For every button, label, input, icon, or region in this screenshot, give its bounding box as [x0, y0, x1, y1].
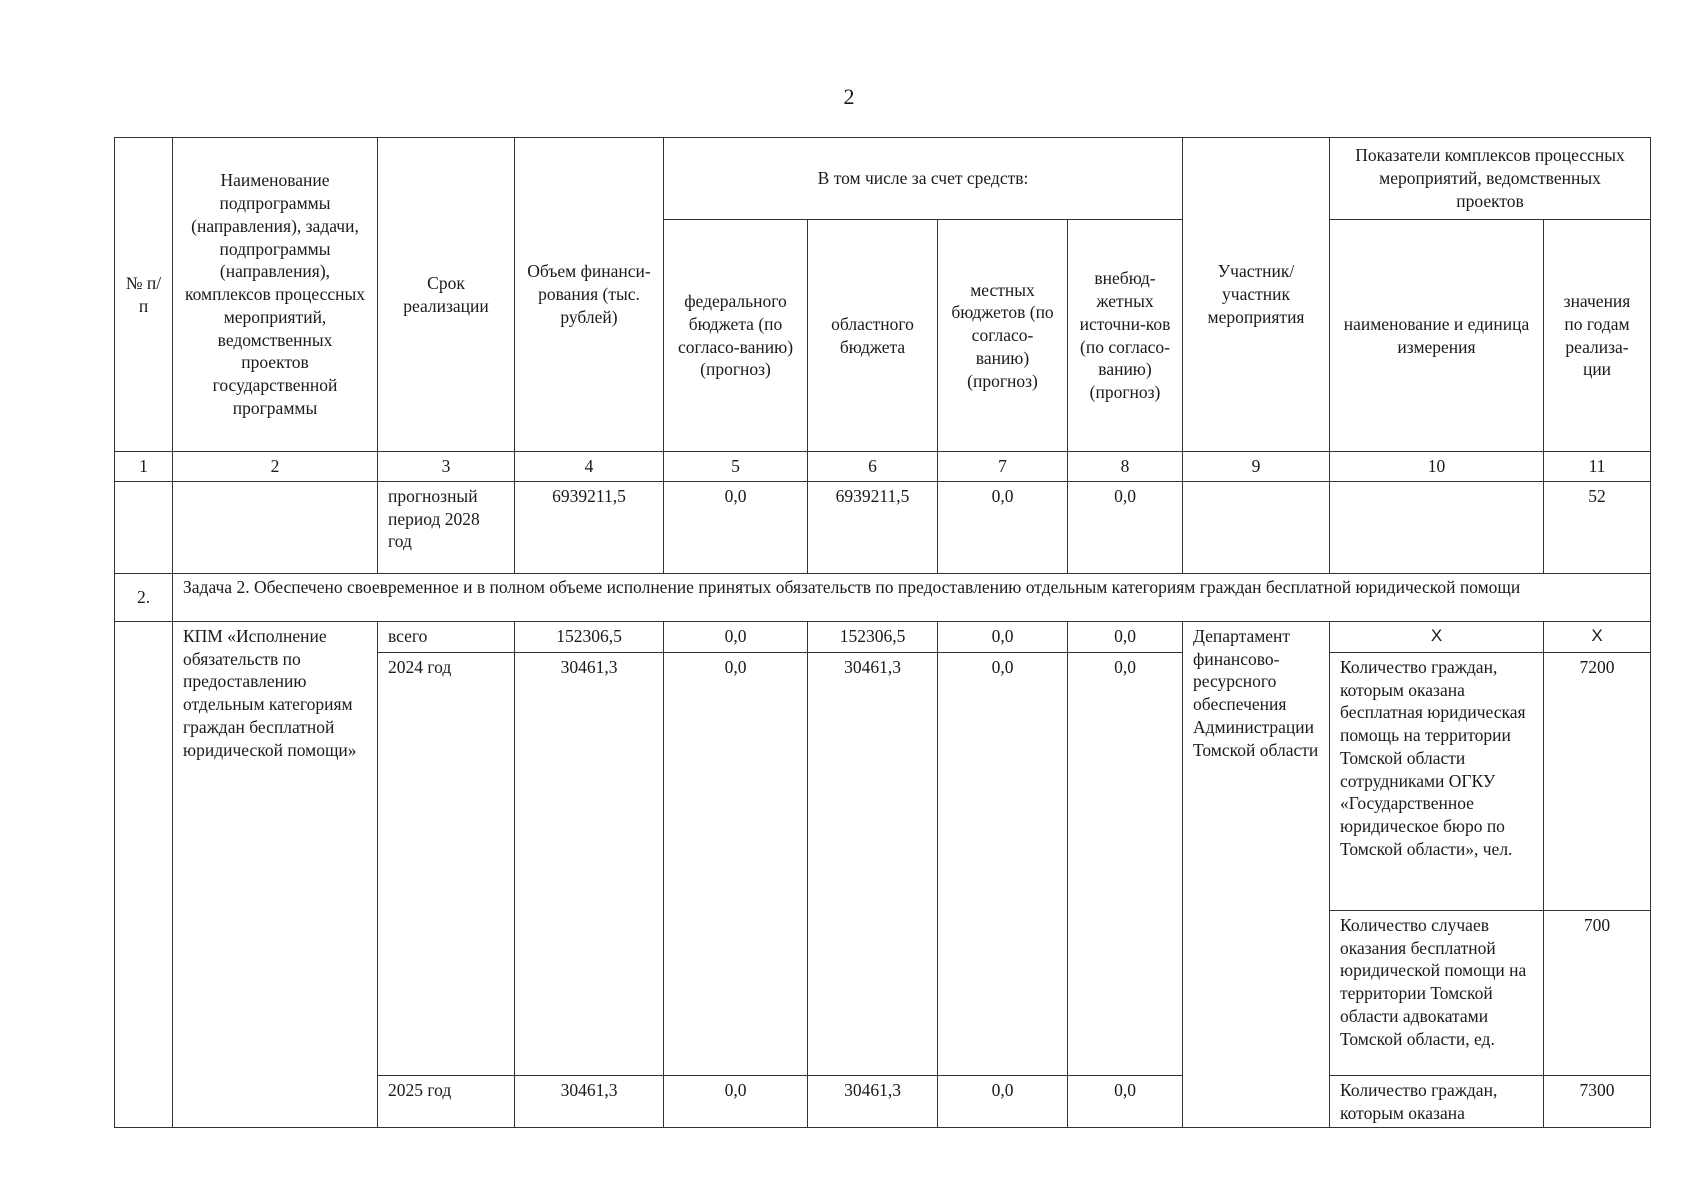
header-name: Наименование подпрограммы (направления), задачи, подпрограммы (направления), комплексов процессных мероприятий, ведомственных проектов государственной программы [173, 138, 378, 452]
y2024-extra: 0,0 [1068, 652, 1183, 1075]
forecast-term: прогнозный период 2028 год [378, 481, 515, 573]
y2025-regional: 30461,3 [808, 1075, 938, 1128]
total-extra: 0,0 [1068, 621, 1183, 652]
y2024-federal: 0,0 [664, 652, 808, 1075]
y2024-regional: 30461,3 [808, 652, 938, 1075]
col-number: 3 [378, 452, 515, 482]
y2025-local: 0,0 [938, 1075, 1068, 1128]
header-indicators: Показатели комплексов процессных мероприятий, ведомственных проектов [1355, 145, 1625, 211]
y2024-volume: 30461,3 [515, 652, 664, 1075]
col-number: 4 [515, 452, 664, 482]
indicator-1-name: Количество граждан, которым оказана бесплатная юридическая помощь на территории Томской области сотрудниками ОГКУ «Государственное юридическое бюро по Томской области», чел. [1330, 652, 1544, 910]
header-indicator-values: значения по годам реализа-ции [1544, 220, 1651, 452]
total-volume: 152306,5 [515, 621, 664, 652]
forecast-num [115, 481, 173, 573]
indicator-2-value: 700 [1544, 910, 1651, 1075]
kpm-num [115, 621, 173, 1128]
forecast-local: 0,0 [938, 481, 1068, 573]
header-regional: областного бюджета [808, 220, 938, 452]
kpm-row-total [115, 621, 1651, 652]
col-number: 10 [1330, 452, 1544, 482]
forecast-federal: 0,0 [664, 481, 808, 573]
col-number: 6 [808, 452, 938, 482]
header-local: местных бюджетов (по согласо-ванию) (прогноз) [938, 220, 1068, 452]
forecast-row [115, 481, 1651, 573]
task-num: 2. [115, 573, 173, 621]
indicator-1-value: 7200 [1544, 652, 1651, 910]
header-indicator-name: наименование и единица измерения [1330, 220, 1544, 452]
y2024-local: 0,0 [938, 652, 1068, 1075]
page-number: 2 [843, 84, 855, 109]
forecast-volume: 6939211,5 [515, 481, 664, 573]
forecast-indicator-value: 52 [1544, 481, 1651, 573]
total-indicator-value: Х [1544, 621, 1651, 652]
total-regional: 152306,5 [808, 621, 938, 652]
header-volume: Объем финанси-рования (тыс. рублей) [515, 138, 664, 452]
indicator-2-name: Количество случаев оказания бесплатной юридической помощи на территории Томской области адвокатами Томской области, ед. [1330, 910, 1544, 1075]
col-number: 11 [1544, 452, 1651, 482]
y2025-federal: 0,0 [664, 1075, 808, 1128]
header-including: В том числе за счет средств: [664, 138, 1183, 220]
total-term: всего [378, 621, 515, 652]
total-federal: 0,0 [664, 621, 808, 652]
task-row [115, 573, 1651, 621]
y2024-term: 2024 год [378, 652, 515, 1075]
header-num: № п/п [115, 138, 173, 452]
col-number: 2 [173, 452, 378, 482]
total-indicator-name: Х [1330, 621, 1544, 652]
forecast-regional: 6939211,5 [808, 481, 938, 573]
header-extra: внебюд-жетных источни-ков (по согласо-ванию) (прогноз) [1068, 220, 1183, 452]
program-table [114, 137, 1651, 1128]
col-number: 1 [115, 452, 173, 482]
task-text: Задача 2. Обеспечено своевременное и в полном объеме исполнение принятых обязательств по предоставлению отдельным категориям граждан бесплатной юридической помощи [173, 573, 1651, 621]
forecast-name [173, 481, 378, 573]
total-local: 0,0 [938, 621, 1068, 652]
indicator-3-name: Количество граждан, которым оказана [1330, 1075, 1544, 1128]
column-numbers-row [115, 452, 1651, 482]
col-number: 5 [664, 452, 808, 482]
forecast-participant [1183, 481, 1330, 573]
indicator-3-value: 7300 [1544, 1075, 1651, 1128]
col-number: 7 [938, 452, 1068, 482]
col-number: 8 [1068, 452, 1183, 482]
kpm-name: КПМ «Исполнение обязательств по предоставлению отдельным категориям граждан бесплатной юридической помощи» [173, 621, 378, 1128]
header-participant: Участник/ участник мероприятия [1183, 138, 1330, 452]
col-number: 9 [1183, 452, 1330, 482]
header-term: Срок реализации [378, 138, 515, 452]
kpm-participant: Департамент финансово-ресурсного обеспечения Администрации Томской области [1183, 621, 1330, 1128]
y2025-volume: 30461,3 [515, 1075, 664, 1128]
header-federal: федерального бюджета (по согласо-ванию) (прогноз) [664, 220, 808, 452]
y2025-term: 2025 год [378, 1075, 515, 1128]
forecast-extra: 0,0 [1068, 481, 1183, 573]
forecast-indicator-name [1330, 481, 1544, 573]
y2025-extra: 0,0 [1068, 1075, 1183, 1128]
